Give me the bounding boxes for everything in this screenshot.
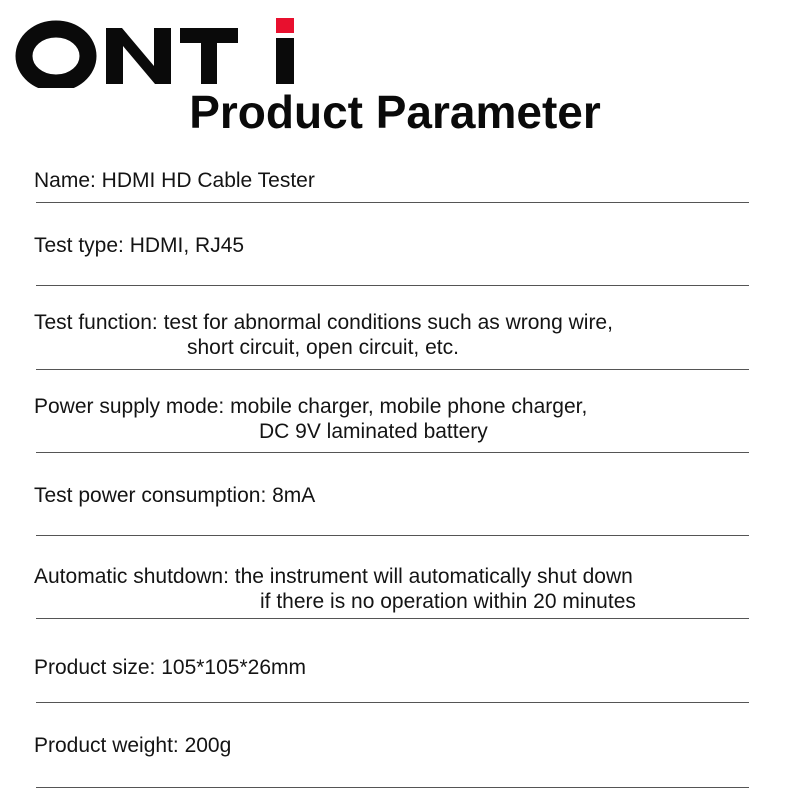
param-test-function-line1: Test function: test for abnormal conditions such as wrong wire,	[34, 311, 613, 334]
param-auto-shutdown-line1: Automatic shutdown: the instrument will automatically shut down	[34, 565, 633, 588]
divider	[36, 702, 749, 703]
divider	[36, 787, 749, 788]
divider	[36, 202, 749, 203]
divider	[36, 369, 749, 370]
param-auto-shutdown	[34, 564, 636, 614]
logo-accent-dot	[276, 18, 294, 33]
onti-logo-graphic	[14, 8, 294, 88]
param-power-supply	[34, 394, 587, 444]
param-test-function	[34, 310, 613, 360]
param-name-text: Name: HDMI HD Cable Tester	[34, 169, 315, 192]
param-product-weight-text: Product weight: 200g	[34, 734, 232, 757]
param-name	[34, 168, 315, 193]
divider	[36, 285, 749, 286]
param-product-weight	[34, 733, 231, 758]
page-title: Product Parameter	[189, 86, 601, 138]
brand-logo	[14, 8, 294, 88]
param-test-type-text: Test type: HDMI, RJ45	[34, 234, 245, 257]
divider	[36, 535, 749, 536]
divider	[36, 618, 749, 619]
param-power-supply-line1: Power supply mode: mobile charger, mobile phone charger,	[34, 395, 588, 418]
param-power-consumption	[34, 483, 315, 508]
param-test-type	[34, 233, 244, 258]
divider	[36, 452, 749, 453]
param-auto-shutdown-line2: if there is no operation within 20 minutes	[260, 590, 636, 613]
param-product-size	[34, 655, 306, 680]
param-test-function-line2: short circuit, open circuit, etc.	[187, 336, 459, 359]
param-power-supply-line2: DC 9V laminated battery	[259, 420, 488, 443]
param-product-size-text: Product size: 105*105*26mm	[34, 656, 306, 679]
param-power-consumption-text: Test power consumption: 8mA	[34, 484, 316, 507]
